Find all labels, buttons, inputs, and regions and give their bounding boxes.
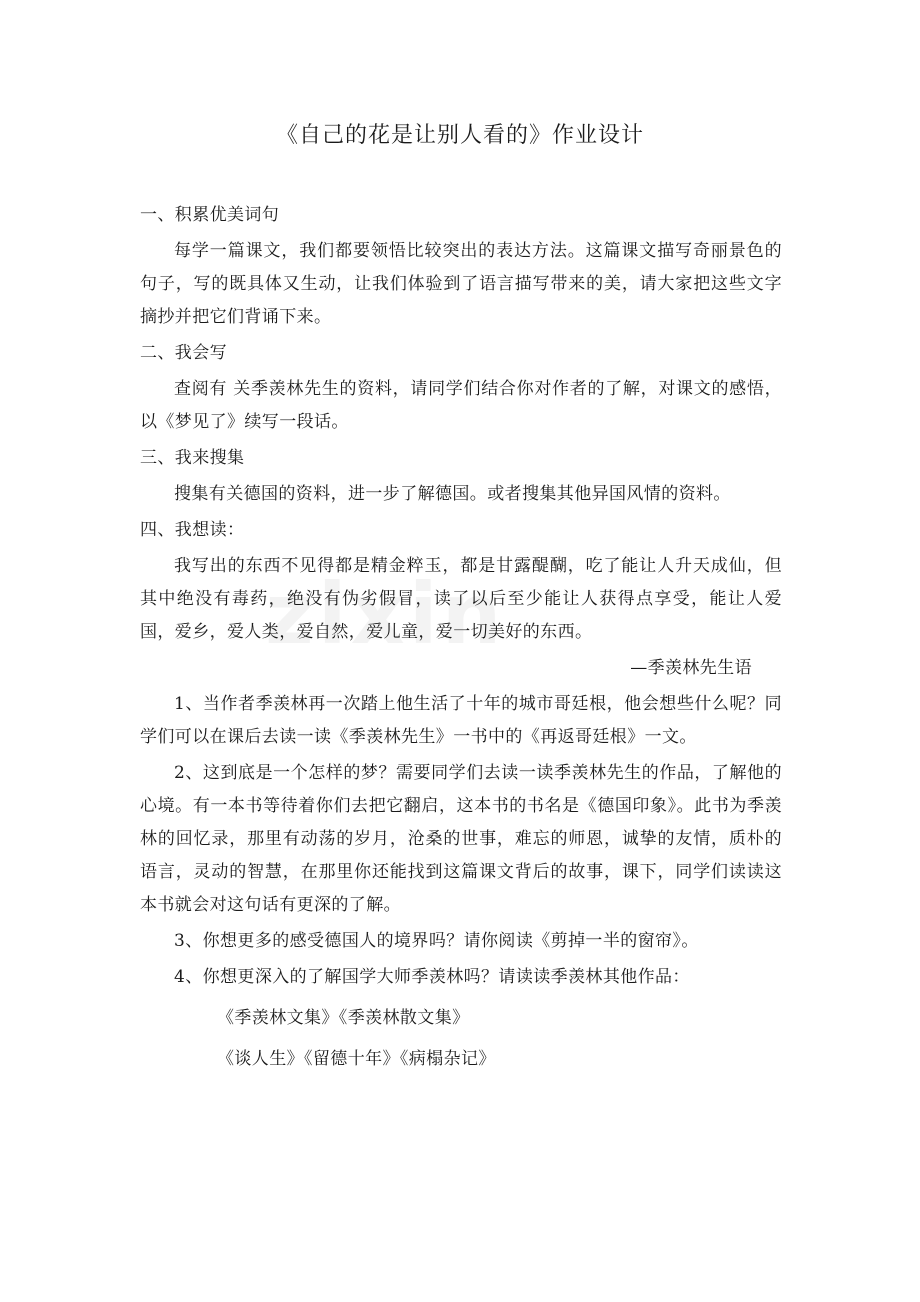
author-quote: 我写出的东西不见得都是精金粹玉，都是甘露醍醐，吃了能让人升天成仙，但其中绝没有毒药，绝没有伪劣假冒，读了以后至少能让人获得点享受，能让人爱国，爱乡，爱人类，爱自然，爱儿童，爱一切美好的东西。 xyxy=(140,556,782,642)
section-heading-4: 四、我想读： xyxy=(140,520,245,540)
section-heading-3: 三、我来搜集 xyxy=(140,448,245,468)
section-heading-1: 一、积累优美词句 xyxy=(140,205,280,225)
book-list-line-1: 《季羡林文集》《季羡林散文集》 xyxy=(217,1008,470,1028)
document-title: 《自己的花是让别人看的》作业设计 xyxy=(275,123,644,148)
quote-signature: —季羡林先生语 xyxy=(630,658,752,678)
reading-item-2: 2、这到底是一个怎样的梦？需要同学们去读一读季羡林先生的作品，了解他的心境。有一本书等待着你们去把它翻启，这本书的书名是《德国印象》。此书为季羡林的回忆录，那里有动荡的岁月，沧桑的世事，难忘的师恩，诚挚的友情，质朴的语言，灵动的智慧，在那里你还能找到这篇课文背后的故事，课下，同学们读读这本书就会对这句话有更深的了解。 xyxy=(140,763,782,915)
reading-item-4: 4、你想更深入的了解国学大师季羡林吗？请读读季羡林其他作品： xyxy=(174,967,690,987)
reading-item-1: 1、当作者季羡林再一次踏上他生活了十年的城市哥廷根，他会想些什么呢？同学们可以在课后去读一读《季羡林先生》一书中的《再返哥廷根》一文。 xyxy=(140,694,782,747)
reading-item-3: 3、你想更多的感受德国人的境界吗？请你阅读《剪掉一半的窗帘》。 xyxy=(174,931,699,951)
book-list-line-2: 《谈人生》《留德十年》《病榻杂记》 xyxy=(217,1049,496,1069)
section-1-paragraph: 每学一篇课文，我们都要领悟比较突出的表达方法。这篇课文描写奇丽景色的句子，写的既具体又生动，让我们体验到了语言描写带来的美，请大家把这些文字摘抄并把它们背诵下来。 xyxy=(140,241,782,327)
section-3-paragraph: 搜集有关德国的资料，进一步了解德国。或者搜集其他异国风情的资料。 xyxy=(174,484,731,504)
section-2-paragraph: 查阅有 关季羡林先生的资料，请同学们结合你对作者的了解，对课文的感悟，以《梦见了》续写一段话。 xyxy=(140,379,782,432)
section-heading-2: 二、我会写 xyxy=(140,343,227,363)
document-body xyxy=(140,199,782,1079)
